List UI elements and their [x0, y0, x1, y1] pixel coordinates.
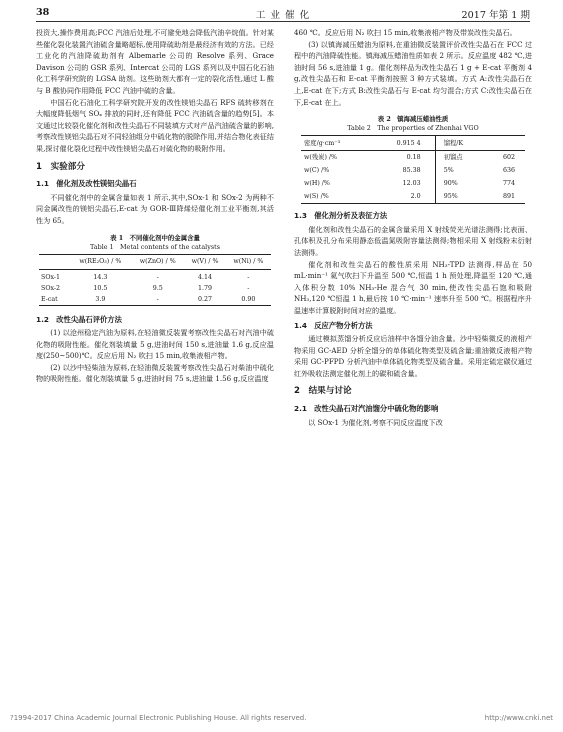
table-cell: w(C) /%: [304, 167, 330, 175]
table-cell: 0.18: [406, 154, 421, 162]
footer-url: http://www.cnki.net: [484, 714, 553, 722]
table-cell: w(H) /%: [304, 180, 330, 188]
section-heading: 1 实验部分: [36, 161, 85, 172]
table-cell: 14.3: [93, 273, 108, 281]
paragraph: 460 ℃。反应后用 N₂ 吹扫 15 min,收集液相产物及带炭改性尖晶石。: [294, 28, 517, 37]
paragraph: 催化剂和改性尖晶石的酸性质采用 NH₃-TPD 法测得,样品在 50 mL·min⁻¹ 氦气吹扫下升温至 500 ℃,恒温 1 h 预处理,降温至 120 ℃,通入体积分数 10% NH₃-He 混合气 30 min,使改性尖晶石饱和吸附 NH₃,120 ℃恒温 1 h,最后按 10 ℃·min⁻¹ 速率升至 500 ℃。根据程序升温速率计算脱附时间对应的温度。: [294, 259, 532, 315]
table-cell: 密度/g·cm⁻³: [301, 136, 369, 151]
table-cell: 774: [502, 180, 515, 188]
running-header: [36, 6, 530, 22]
metal-content-table: [39, 254, 271, 306]
paragraph: 催化剂和改性尖晶石的金属含量采用 X 射线荧光光谱法测得;比表面、孔体积及孔分布采用静态低温氮吸附容量法测得;物相采用 X 射线粉末衍射法测得。: [294, 224, 532, 257]
copyright-footer: [10, 714, 553, 722]
table-row: [301, 136, 525, 151]
table-caption: 表 2 镇海减压蜡油性质: [377, 115, 449, 124]
table-cell: w(残炭) /%: [304, 154, 338, 162]
subsection-heading: 1.1 催化剂及改性镁铝尖晶石: [36, 179, 137, 189]
table-cell: 9.5: [152, 284, 163, 292]
subsection-heading: 1.4 反应产物分析方法: [294, 320, 373, 330]
paragraph: 通过模拟蒸馏分析反应后油样中各馏分油含量。沙中轻柴微反的液相产物采用 GC-AED 分析全馏分的单体硫化物类型及硫含量;重油微反液相产物采用 GC-PFPD 分析汽油中单体硫化物类型及硫含量。采用定硫定碳仪通过红外吸收法测定催化剂上的碳和硫含量。: [294, 334, 532, 378]
table-cell: 0.90: [241, 295, 256, 303]
table-caption: 表 1 不同催化剂中的金属含量: [110, 233, 200, 242]
table-cell: [485, 136, 525, 151]
page-number: 38: [36, 7, 50, 18]
table-cell: 10.5: [93, 284, 108, 292]
table-cell: 90%: [435, 177, 485, 190]
header-rule: [36, 21, 530, 22]
table-cell: SOx-2: [41, 284, 61, 292]
table-row: [301, 151, 525, 165]
table-cell: -: [156, 273, 159, 281]
table-header: w(ZnO) / %: [131, 254, 184, 269]
paragraph: 以 SOx-1 为催化剂,考察不同反应温度下改: [308, 417, 443, 427]
table-cell: 馏程/K: [435, 136, 485, 151]
table-cell: 3.9: [95, 295, 106, 303]
issue-label: 2017 年第 1 期: [461, 10, 530, 21]
paragraph: (2) 以沙中轻柴油为原料,在轻油微反装置考察改性尖晶石对柴油中硫化物的吸附性能。催化剂装填量 5 g,进油时间 75 s,进油量 1.56 g,反应温度: [36, 362, 274, 384]
right-column: [294, 27, 532, 428]
table-header: w(V) / %: [184, 254, 225, 269]
table-cell: E-cat: [41, 295, 58, 303]
table-cell: 12.03: [402, 180, 421, 188]
paragraph: 不同催化剂中的金属含量如表 1 所示,其中,SOx-1 和 SOx-2 为两种不同金属改性的镁铝尖晶石,E-cat 为 GOR-Ⅲ降烯烃催化剂工业平衡剂,其活性为 65。: [36, 192, 274, 225]
journal-name: 工 业 催 化: [255, 10, 311, 21]
paragraph: (1) 以沧州稳定汽油为原料,在轻油微反装置考察改性尖晶石对汽油中硫化物的吸附性能。催化剂装填量 5 g,进油时间 150 s,进油量 1.6 g,反应温度(250~500)℃。反应后用 N₂ 吹扫 15 min,收集液相产物。: [36, 328, 274, 361]
table-cell: 2.0: [410, 193, 421, 201]
paragraph: (3) 以镇海减压蜡油为原料,在重油微反装置评价改性尖晶石在 FCC 过程中的汽油降硫性能。镇海减压蜡油性质如表 2 所示。反应温度 482 ℃,进油时间 56 s,进油量 1 g。催化剂样品为改性尖晶石 1 g + E-cat 平衡剂 4 g,改性尖晶石和 E-cat 平衡剂按照 3 种方式装填。方式 A:改性尖晶石在上,E-cat 在下;方式 B:改性尖晶石与 E-cat 均匀混合;方式 C:改性尖晶石在下,E-cat 在上。: [294, 39, 532, 107]
table-cell: 0.27: [198, 295, 213, 303]
table-cell: 初馏点: [435, 151, 485, 165]
table-cell: 602: [502, 154, 515, 162]
table-row: [301, 177, 525, 190]
vgo-properties-table: [301, 135, 525, 204]
table-row: [39, 269, 271, 283]
table-cell: 5%: [435, 164, 485, 177]
copyright-text: ?1994-2017 China Academic Journal Electronic Publishing House. All rights reserved.: [10, 714, 307, 722]
subsection-heading: 1.3 催化剂分析及表征方法: [294, 211, 388, 221]
table-cell: 1.79: [198, 284, 213, 292]
table-row: [301, 190, 525, 204]
table-cell: -: [247, 284, 250, 292]
table-header: w(Ni) / %: [226, 254, 271, 269]
table-cell: w(S) /%: [304, 193, 329, 201]
paragraph: 中国石化石油化工科学研究院开发的改性镁铝尖晶石 RFS 硫转移剂在大幅度降低烟气 SOₓ 排放的同时,还有降低 FCC 汽油硫含量的趋势[5]。本文通过比较裂化催化剂和改性尖晶石不同装填方式对产品汽油硫含量的影响,考察改性镁铝尖晶石对不同轻油组分中硫化物的脱除作用,并结合物化表征结果,探讨催化裂化过程中改性镁铝尖晶石对硫化物的吸附作用。: [36, 97, 274, 153]
table-header: w(RE₂O₃) / %: [70, 254, 131, 269]
table-row: [39, 294, 271, 306]
table-caption-en: Table 1 Metal contents of the catalysts: [90, 242, 220, 251]
table-cell: SOx-1: [41, 273, 61, 281]
table-row: [301, 164, 525, 177]
table-cell: 636: [502, 167, 515, 175]
section-heading: 2 结果与讨论: [294, 386, 352, 397]
table-cell: 95%: [435, 190, 485, 204]
subsection-heading: 1.2 改性尖晶石评价方法: [36, 314, 122, 324]
table-cell: -: [247, 273, 250, 281]
table-cell: 85.38: [402, 167, 421, 175]
subsection-heading: 2.1 改性尖晶石对汽油馏分中硫化物的影响: [294, 404, 439, 414]
table-cell: 891: [502, 193, 515, 201]
table-cell: 0.915 4: [369, 136, 436, 151]
table-row: [39, 283, 271, 294]
table-cell: -: [156, 295, 159, 303]
table-caption-en: Table 2 The properties of Zhenhai VGO: [347, 124, 479, 133]
left-column: [36, 27, 274, 385]
paragraph: 投资大,操作费用高;FCC 汽油后处理,不可避免地会降低汽油辛烷值。针对某些催化裂化装置汽油硫含量略超标,使用降硫助剂是最经济有效的方法。已经工业化的汽油降硫助剂有 Albemarle 公司的 Resolve 系列、Grace Davison 公司的 GSR 系列、Intercat 公司的 LGS 系列以及中国石化石油化工科学研究院的 LGSA 助剂。这些助剂大都有一定的裂化活性,通过 L 酸与 B 酸协同作用降低 FCC 汽油中硫的含量。: [36, 28, 274, 95]
table-header: [39, 254, 70, 269]
table-cell: 4.14: [198, 273, 213, 281]
